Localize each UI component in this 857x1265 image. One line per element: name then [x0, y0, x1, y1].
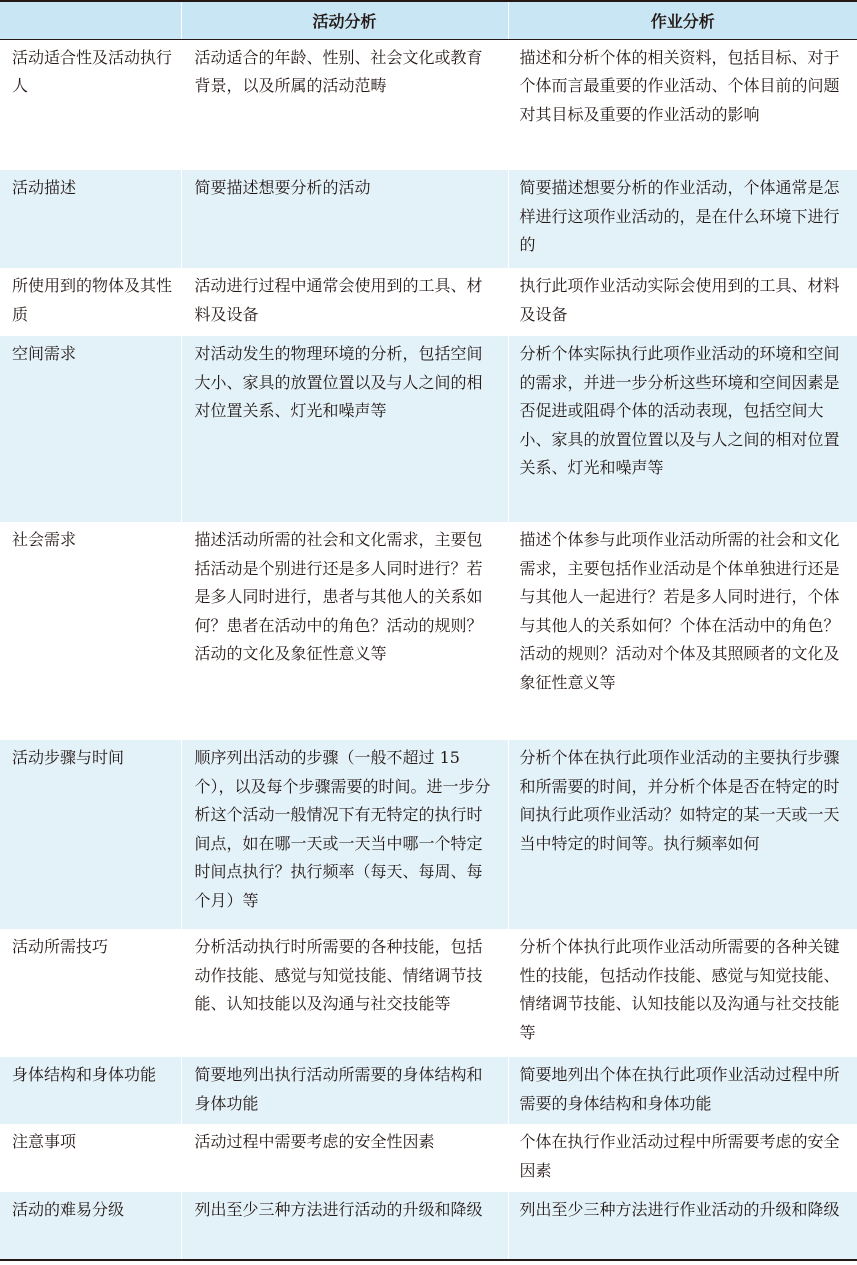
occupation-analysis-cell: 执行此项作业活动实际会使用到的工具、材料及设备 [508, 268, 857, 336]
header-item-column [0, 1, 181, 39]
occupation-analysis-cell: 个体在执行作业活动过程中所需要考虑的安全因素 [508, 1124, 857, 1192]
table-row [0, 268, 857, 336]
table-row [0, 929, 857, 1057]
table-row [0, 522, 857, 740]
activity-analysis-cell: 活动进行过程中通常会使用到的工具、材料及设备 [181, 268, 508, 336]
table-row [0, 39, 857, 170]
activity-analysis-cell: 描述活动所需的社会和文化需求，主要包括活动是个别进行还是多人同时进行？若是多人同时进行，患者与其他人的关系如何？患者在活动中的角色？活动的规则？活动的文化及象征性意义等 [181, 522, 508, 740]
occupation-analysis-cell: 描述和分析个体的相关资料，包括目标、对于个体而言最重要的作业活动、个体目前的问题对其目标及重要的作业活动的影响 [508, 39, 857, 170]
row-item-label: 社会需求 [12, 530, 77, 549]
table-row [0, 170, 857, 268]
row-item-label: 空间需求 [12, 344, 77, 363]
activity-analysis-cell: 活动过程中需要考虑的安全性因素 [181, 1124, 508, 1192]
activity-analysis-cell: 分析活动执行时所需要的各种技能，包括动作技能、感觉与知觉技能、情绪调节技能、认知技能以及沟通与社交技能等 [181, 929, 508, 1057]
table-row [0, 1124, 857, 1192]
row-item-label: 所使用到的物体及其性质 [12, 276, 173, 324]
activity-analysis-cell: 简要描述想要分析的活动 [181, 170, 508, 268]
activity-analysis-cell: 活动适合的年龄、性别、社会文化或教育背景，以及所属的活动范畴 [181, 39, 508, 170]
row-item-label: 活动描述 [12, 178, 77, 197]
activity-analysis-cell: 列出至少三种方法进行活动的升级和降级 [181, 1192, 508, 1260]
row-item-label: 注意事项 [12, 1132, 77, 1151]
table-row [0, 740, 857, 929]
occupation-analysis-cell: 简要地列出个体在执行此项作业活动过程中所需要的身体结构和身体功能 [508, 1057, 857, 1124]
activity-analysis-cell: 对活动发生的物理环境的分析，包括空间大小、家具的放置位置以及与人之间的相对位置关系、灯光和噪声等 [181, 336, 508, 522]
occupation-analysis-cell: 列出至少三种方法进行作业活动的升级和降级 [508, 1192, 857, 1260]
row-item-label: 活动所需技巧 [12, 937, 109, 956]
occupation-analysis-cell: 分析个体在执行此项作业活动的主要执行步骤和所需要的时间，并分析个体是否在特定的时间执行此项作业活动？如特定的某一天或一天当中特定的时间等。执行频率如何 [508, 740, 857, 929]
row-item-label: 活动步骤与时间 [12, 748, 125, 767]
table-row [0, 1057, 857, 1124]
header-occupation-analysis: 作业分析 [508, 1, 857, 39]
table-row [0, 336, 857, 522]
row-item-label: 身体结构和身体功能 [12, 1065, 157, 1084]
occupation-analysis-cell: 分析个体实际执行此项作业活动的环境和空间的需求，并进一步分析这些环境和空间因素是否促进或阻碍个体的活动表现，包括空间大小、家具的放置位置以及与人之间的相对位置关系、灯光和噪声等 [508, 336, 857, 522]
row-item-label: 活动适合性及活动执行人 [12, 47, 173, 95]
row-item-label: 活动的难易分级 [0, 1192, 181, 1260]
occupation-analysis-cell: 描述个体参与此项作业活动所需的社会和文化需求，主要包括作业活动是个体单独进行还是与其他人一起进行？若是多人同时进行，个体与其他人的关系如何？个体在活动中的角色？活动的规则？活动对个体及其照顾者的文化及象征性意义等 [508, 522, 857, 740]
activity-analysis-cell: 顺序列出活动的步骤（一般不超过 15 个），以及每个步骤需要的时间。进一步分析这个活动一般情况下有无特定的执行时间点，如在哪一天或一天当中哪一个特定时间点执行？执行频率（每天、每周、每个月）等 [181, 740, 508, 929]
table-header-row [0, 1, 857, 39]
header-activity-analysis: 活动分析 [181, 1, 508, 39]
occupation-analysis-cell: 分析个体执行此项作业活动所需要的各种关键性的技能，包括动作技能、感觉与知觉技能、情绪调节技能、认知技能以及沟通与社交技能等 [508, 929, 857, 1057]
activity-analysis-cell: 简要地列出执行活动所需要的身体结构和身体功能 [181, 1057, 508, 1124]
occupation-analysis-cell: 简要描述想要分析的作业活动，个体通常是怎样进行这项作业活动的，是在什么环境下进行的 [508, 170, 857, 268]
table-row [0, 1192, 857, 1260]
